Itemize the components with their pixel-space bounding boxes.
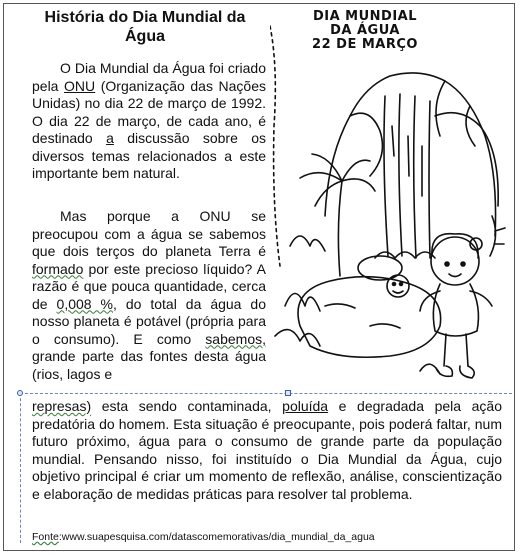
- resize-handle-top[interactable]: [285, 390, 291, 396]
- poster-title: [290, 10, 440, 52]
- poster-title-line-1: DIA MUNDIAL: [312, 9, 418, 24]
- water-day-illustration: [270, 6, 512, 398]
- source-citation: Fonte:www.suapesquisa.com/datascomemorativas/dia_mundial_da_agua: [32, 531, 375, 543]
- spellcheck-word: formado: [32, 260, 84, 277]
- poster-title-line-3: 22 DE MARÇO: [312, 37, 418, 52]
- paragraph-2: Mas porque a ONU se preocupou com a água se sabemos que dois terços do planeta Terra é formado por este precioso líquido? A razão é que pouca quantidade, cerca de 0,008 %, do total da água do nosso planeta é potável (própria para o consumo). E como sabemos, grande parte das fontes desta água (rios, lagos e: [32, 208, 266, 382]
- spellcheck-percent: 0,008 %: [56, 295, 113, 312]
- onu-link-text: ONU: [64, 77, 96, 94]
- document-title: História do Dia Mundial da Água: [44, 9, 246, 45]
- source-url[interactable]: :www.suapesquisa.com/datascomemorativas/dia_mundial_da_agua: [58, 531, 375, 543]
- spellcheck-word: represas): [32, 398, 92, 414]
- spellcheck-word: sabemos,: [205, 330, 266, 347]
- poster-title-line-2: DA ÁGUA: [330, 23, 400, 38]
- paragraph-1: O Dia Mundial da Água foi criado pela ONU (Organização das Nações Unidas) no dia 22 de março de 1992. O dia 22 de março, de cada ano, é destinado a discussão sobre os diversos temas relacionados a este importante bem natural.: [32, 60, 266, 181]
- rotate-handle[interactable]: [17, 390, 23, 396]
- paragraph-3: represas) esta sendo contaminada, poluída e degradada pela ação predatória do homem. Esta situação é preocupante, pois poderá faltar, num futuro próximo, água para o consumo de grande parte da população mundial. Pensando nisso, foi instituído o Dia Mundial da Água, cujo objetivo principal é criar um momento de reflexão, análise, conscientização e elaboração de medidas práticas para resolver tal problema.: [32, 398, 502, 502]
- underlined-word: poluída: [282, 398, 329, 414]
- underlined-word: a: [106, 130, 114, 146]
